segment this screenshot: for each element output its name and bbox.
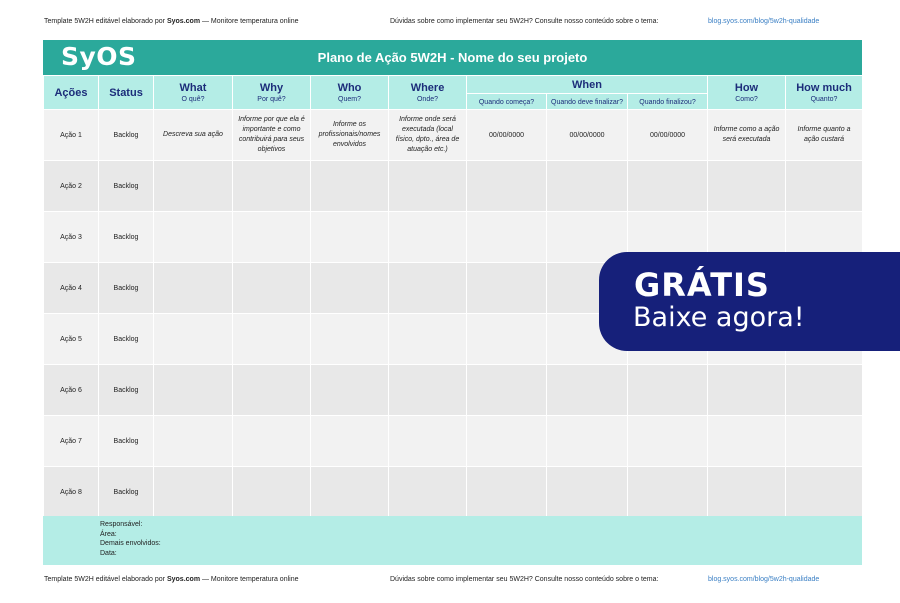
header-status: Status <box>99 76 154 110</box>
cell-why[interactable] <box>233 416 311 467</box>
header-acoes: Ações <box>44 76 99 110</box>
cell-what[interactable] <box>154 263 233 314</box>
top-note-brand: Syos.com <box>166 18 201 25</box>
footer-demais[interactable]: Demais envolvidos: <box>100 540 161 547</box>
bottom-note-credit: Template 5W2H editável elaborado por Syos.com — Monitore temperatura online <box>44 576 299 583</box>
cell-when-end[interactable] <box>547 161 628 212</box>
top-note-question: Dúvidas sobre como implementar seu 5W2H? Consulte nosso conteúdo sobre o tema: <box>390 18 659 25</box>
cell-when-start[interactable] <box>467 212 547 263</box>
top-note <box>44 18 844 30</box>
cell-what[interactable] <box>154 467 233 518</box>
cell-what[interactable]: Descreva sua ação <box>154 110 233 161</box>
cell-who[interactable]: Informe os profissionais/nomes envolvidos <box>311 110 389 161</box>
sheet-footer <box>43 516 862 565</box>
cell-what[interactable] <box>154 314 233 365</box>
cell-who[interactable] <box>311 161 389 212</box>
header-how: How Como? <box>708 76 786 110</box>
header-when-start: Quando começa? <box>467 94 547 110</box>
cell-who[interactable] <box>311 263 389 314</box>
header-what: What O quê? <box>154 76 233 110</box>
cell-status[interactable]: Backlog <box>99 212 154 263</box>
cell-when-end[interactable] <box>547 467 628 518</box>
cell-where[interactable] <box>389 416 467 467</box>
bottom-note-question: Dúvidas sobre como implementar seu 5W2H? Consulte nosso conteúdo sobre o tema: <box>390 576 659 583</box>
cell-acao[interactable]: Ação 5 <box>44 314 99 365</box>
cell-status[interactable]: Backlog <box>99 263 154 314</box>
title-bar <box>43 40 862 75</box>
table-row <box>44 110 863 161</box>
cell-when-start[interactable] <box>467 314 547 365</box>
cell-acao[interactable]: Ação 2 <box>44 161 99 212</box>
cell-who[interactable] <box>311 467 389 518</box>
cell-when-done[interactable] <box>628 416 708 467</box>
table-row <box>44 161 863 212</box>
cell-when-end[interactable]: 00/00/0000 <box>547 110 628 161</box>
footer-responsavel[interactable]: Responsável: <box>100 521 143 528</box>
sheet-title: Plano de Ação 5W2H - Nome do seu projeto <box>317 50 588 65</box>
cell-acao[interactable]: Ação 8 <box>44 467 99 518</box>
cell-acao[interactable]: Ação 7 <box>44 416 99 467</box>
cell-who[interactable] <box>311 314 389 365</box>
header-where: Where Onde? <box>389 76 467 110</box>
cell-where[interactable]: Informe onde será executada (local físico, dpto., área de atuação etc.) <box>389 110 467 161</box>
cell-when-done[interactable] <box>628 467 708 518</box>
cell-when-done[interactable] <box>628 161 708 212</box>
footer-data[interactable]: Data: <box>100 549 117 557</box>
cell-status[interactable]: Backlog <box>99 314 154 365</box>
cell-acao[interactable]: Ação 6 <box>44 365 99 416</box>
bottom-note-brand: Syos.com <box>166 576 201 583</box>
cell-why[interactable] <box>233 212 311 263</box>
cell-how[interactable] <box>708 416 786 467</box>
cell-who[interactable] <box>311 416 389 467</box>
cell-why[interactable] <box>233 263 311 314</box>
cell-why[interactable] <box>233 314 311 365</box>
cell-acao[interactable]: Ação 1 <box>44 110 99 161</box>
cell-when-done[interactable] <box>628 365 708 416</box>
cell-when-start[interactable] <box>467 467 547 518</box>
table-row <box>44 467 863 518</box>
cell-what[interactable] <box>154 161 233 212</box>
footer-area[interactable]: Área: <box>100 530 117 538</box>
cell-status[interactable]: Backlog <box>99 416 154 467</box>
header-who: Who Quem? <box>311 76 389 110</box>
header-when-end: Quando deve finalizar? <box>547 94 628 110</box>
cell-when-start[interactable] <box>467 161 547 212</box>
cell-where[interactable] <box>389 314 467 365</box>
table-row <box>44 365 863 416</box>
header-when: When <box>467 76 708 94</box>
header-how-much: How much Quanto? <box>786 76 863 110</box>
cell-when-start[interactable] <box>467 416 547 467</box>
cell-status[interactable]: Backlog <box>99 365 154 416</box>
cell-how[interactable] <box>708 467 786 518</box>
cell-what[interactable] <box>154 365 233 416</box>
cell-what[interactable] <box>154 212 233 263</box>
header-why: Why Por quê? <box>233 76 311 110</box>
cell-why[interactable] <box>233 365 311 416</box>
cell-status[interactable]: Backlog <box>99 467 154 518</box>
header-when-done: Quando finalizou? <box>628 94 708 110</box>
cell-how-much[interactable] <box>786 416 863 467</box>
bottom-note-link[interactable]: blog.syos.com/blog/5w2h-qualidade <box>708 576 820 583</box>
cell-acao[interactable]: Ação 3 <box>44 212 99 263</box>
syos-logo: SyOS <box>61 42 137 71</box>
bottom-note <box>44 576 844 588</box>
cell-how-much[interactable] <box>786 467 863 518</box>
cell-when-done[interactable]: 00/00/0000 <box>628 110 708 161</box>
cell-when-start[interactable]: 00/00/0000 <box>467 110 547 161</box>
cell-who[interactable] <box>311 212 389 263</box>
cell-why[interactable]: Informe por que ela é importante e como contribuirá para seus objetivos <box>233 110 311 161</box>
top-note-link[interactable]: blog.syos.com/blog/5w2h-qualidade <box>708 18 820 25</box>
footer-fields <box>100 520 161 558</box>
free-download-banner[interactable] <box>599 252 900 351</box>
cell-status[interactable]: Backlog <box>99 110 154 161</box>
promo-subtitle: Baixe agora! <box>633 302 805 333</box>
cell-what[interactable] <box>154 416 233 467</box>
cell-where[interactable] <box>389 467 467 518</box>
cell-how-much[interactable]: Informe quanto a ação custará <box>786 110 863 161</box>
cell-where[interactable] <box>389 161 467 212</box>
cell-when-end[interactable] <box>547 365 628 416</box>
cell-where[interactable] <box>389 263 467 314</box>
table-row <box>44 416 863 467</box>
cell-when-start[interactable] <box>467 263 547 314</box>
top-note-credit: Template 5W2H editável elaborado por Syos.com — Monitore temperatura online <box>44 18 299 25</box>
cell-when-start[interactable] <box>467 365 547 416</box>
promo-title: GRÁTIS <box>634 266 770 304</box>
cell-where[interactable] <box>389 212 467 263</box>
cell-acao[interactable]: Ação 4 <box>44 263 99 314</box>
cell-where[interactable] <box>389 365 467 416</box>
cell-why[interactable] <box>233 161 311 212</box>
cell-how[interactable]: Informe como a ação será executada <box>708 110 786 161</box>
cell-who[interactable] <box>311 365 389 416</box>
cell-how[interactable] <box>708 365 786 416</box>
cell-how-much[interactable] <box>786 365 863 416</box>
cell-status[interactable]: Backlog <box>99 161 154 212</box>
cell-how-much[interactable] <box>786 161 863 212</box>
cell-when-end[interactable] <box>547 416 628 467</box>
cell-how[interactable] <box>708 161 786 212</box>
cell-why[interactable] <box>233 467 311 518</box>
